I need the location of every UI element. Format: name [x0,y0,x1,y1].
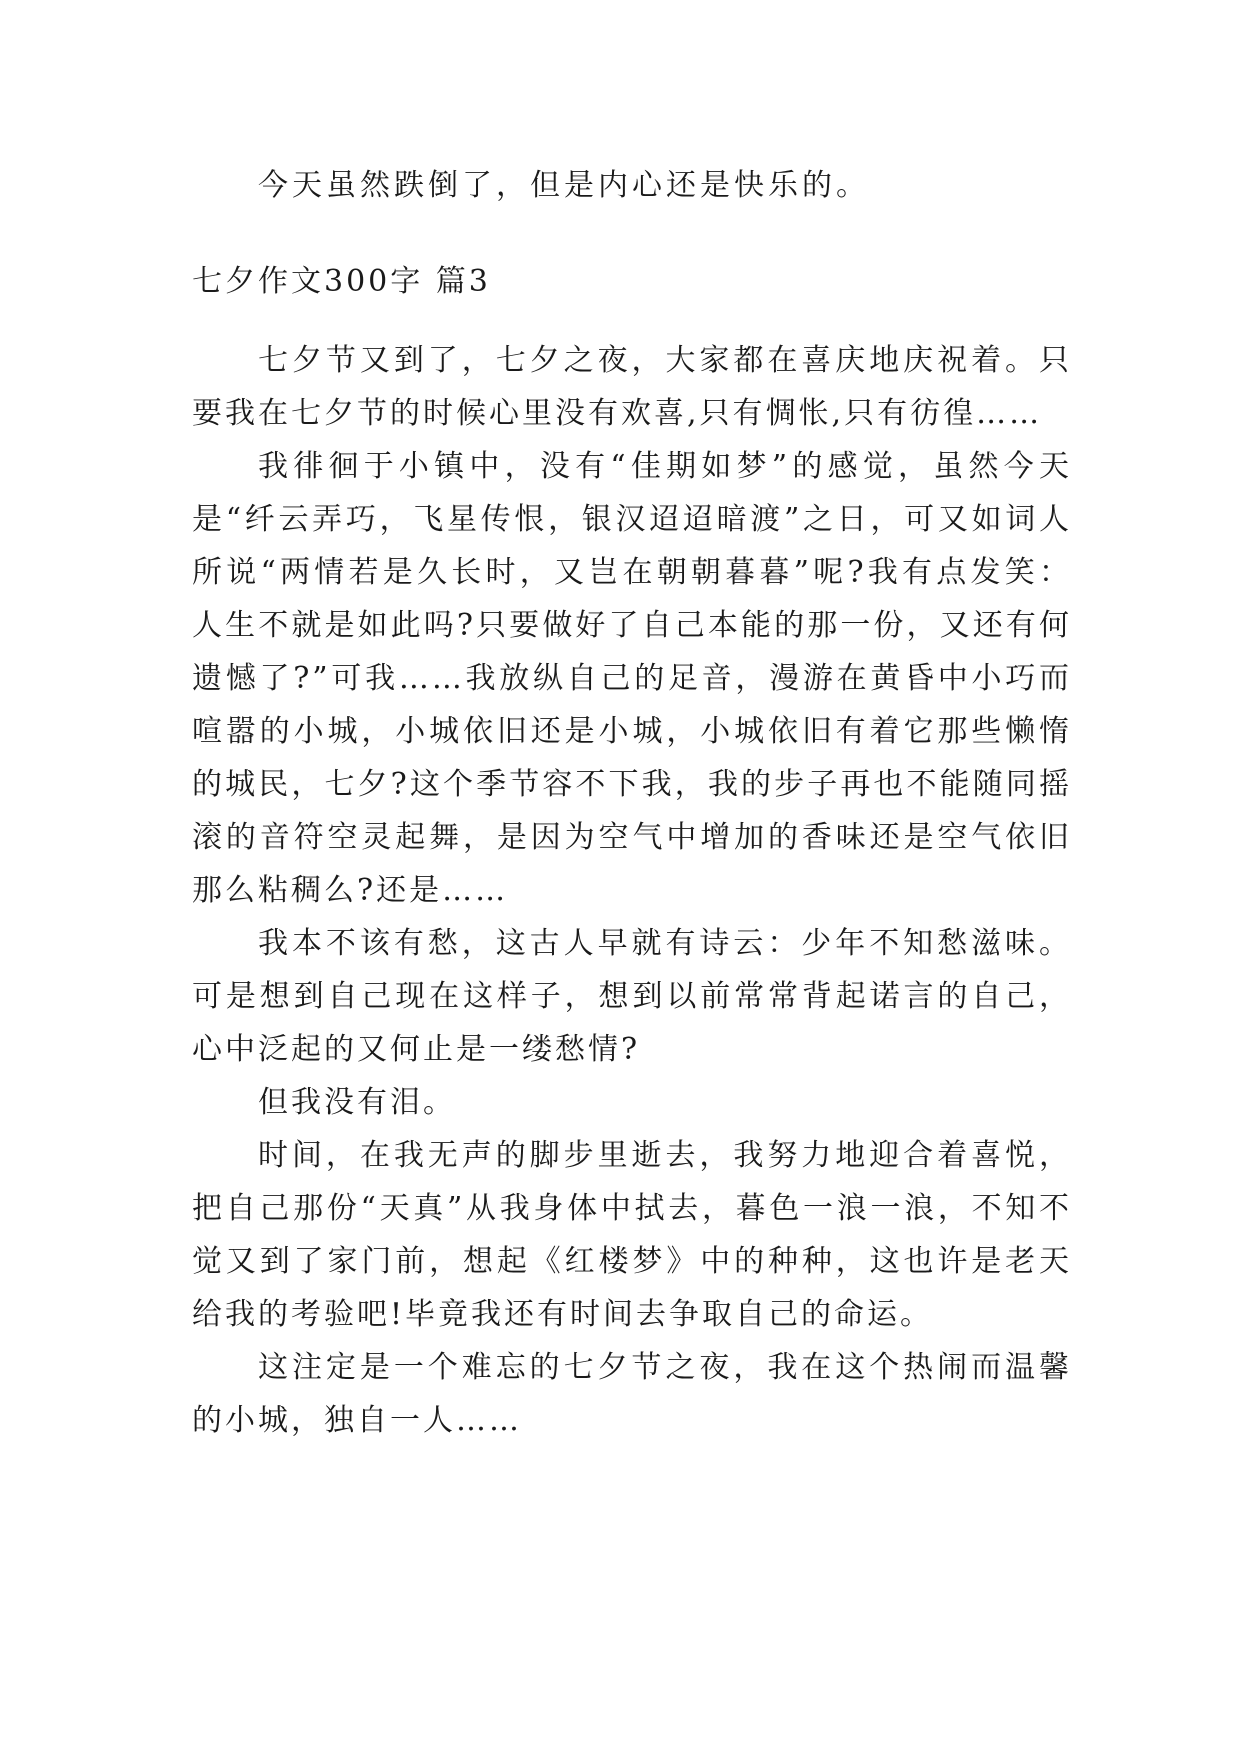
previous-essay-closing-line: 今天虽然跌倒了，但是内心还是快乐的。 [258,168,870,203]
essay-paragraph: 我本不该有愁，这古人早就有诗云：少年不知愁滋味。可是想到自己现在这样子，想到以前常常背起诺言的自己，心中泛起的又何止是一缕愁情? [192,926,1072,1067]
essay-paragraph: 这注定是一个难忘的七夕节之夜，我在这个热闹而温馨的小城，独自一人…… [192,1350,1072,1438]
essay-paragraph: 时间，在我无声的脚步里逝去，我努力地迎合着喜悦，把自己那份“天真”从我身体中拭去，暮色一浪一浪，不知不觉又到了家门前，想起《红楼梦》中的种种，这也许是老天给我的考验吧!毕竟我还有时间去争取自己的命运。 [192,1138,1072,1332]
essay-paragraph: 但我没有泪。 [258,1085,456,1120]
essay-body [192,334,1072,1447]
essay-title: 七夕作文300字 篇3 [192,264,491,299]
essay-paragraph: 七夕节又到了，七夕之夜，大家都在喜庆地庆祝着。只要我在七夕节的时候心里没有欢喜,只有惆怅,只有彷徨…… [192,343,1072,431]
essay-paragraph: 我徘徊于小镇中，没有“佳期如梦”的感觉，虽然今天是“纤云弄巧，飞星传恨，银汉迢迢暗渡”之日，可又如词人所说“两情若是久长时，又岂在朝朝暮暮”呢?我有点发笑：人生不就是如此吗?只要做好了自己本能的那一份，又还有何遗憾了?”可我……我放纵自己的足音，漫游在黄昏中小巧而喧嚣的小城，小城依旧还是小城，小城依旧有着它那些懒惰的城民，七夕?这个季节容不下我，我的步子再也不能随同摇滚的音符空灵起舞，是因为空气中增加的香味还是空气依旧那么粘稠么?还是…… [192,449,1072,908]
